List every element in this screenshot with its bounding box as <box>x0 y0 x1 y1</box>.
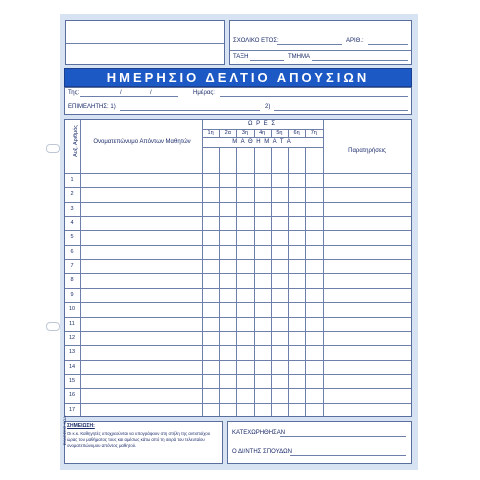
row-number: 1 <box>70 177 74 183</box>
hour-divider <box>288 129 289 137</box>
form-title: ΗΜΕΡΗΣΙΟ ΔΕΛΤΙΟ ΑΠΟΥΣΙΩΝ <box>64 68 412 87</box>
hours-column-line <box>323 120 324 416</box>
row-number: 13 <box>68 349 76 356</box>
student-name-cell[interactable] <box>81 345 202 359</box>
row-number: 2 <box>70 191 74 198</box>
student-name-cell[interactable] <box>81 230 202 244</box>
hour-label: 2α <box>224 130 231 136</box>
hour-label: 3η <box>241 130 249 136</box>
row-number: 8 <box>70 277 74 284</box>
student-name-cell[interactable] <box>81 374 202 388</box>
class-field[interactable] <box>250 60 284 61</box>
section-field[interactable] <box>312 60 408 61</box>
school-stamp-box <box>65 20 225 65</box>
note-title: ΣΗΜΕΙΩΣΗ: <box>67 423 95 429</box>
student-name-cell[interactable] <box>81 288 202 302</box>
lessons-header: Μ Α Θ Η Μ Α Τ Α <box>232 139 292 145</box>
recorded-label: ΚΑΤΕΧΩΡΗΘΗΣΑΝ <box>232 430 286 436</box>
hour-label: 5η <box>276 130 283 136</box>
row-number: 5 <box>70 234 74 241</box>
punch-hole-top <box>46 144 60 153</box>
side-code: ΕΚΔΟΣΕΙΣ ΚΩΔ. <box>62 415 67 446</box>
note-text: Οι κ.κ. Καθηγητές υποχρεούνται να υπογράφουν στη στήλη της αντιστοίχου ώρας του μαθήματος τους και αμέσως κάτω από τη σειρά του τελευταίου ονοματεπώνυμου απόντος μαθητού. <box>67 431 211 448</box>
row-number: 11 <box>69 320 75 327</box>
serial-header: Αυξ. Αριθμός <box>72 125 79 157</box>
hour-divider <box>271 129 272 137</box>
student-name-cell[interactable] <box>81 202 202 216</box>
class-label: ΤΑΞΗ <box>233 54 249 60</box>
row-number: 3 <box>70 205 74 212</box>
row-number: 12 <box>68 334 76 341</box>
date-field[interactable] <box>80 96 178 97</box>
student-name-cell[interactable] <box>81 216 202 230</box>
hours-header: Ω Ρ Ε Σ <box>247 121 277 127</box>
supervisor-1-field[interactable] <box>120 110 260 111</box>
row-number: 9 <box>70 291 74 298</box>
absence-table <box>64 119 412 417</box>
hour-divider <box>236 129 237 137</box>
student-name-cell[interactable] <box>81 388 202 402</box>
student-name-cell[interactable] <box>81 331 202 345</box>
row-number: 14 <box>68 363 76 370</box>
info-divider <box>230 50 411 51</box>
signature-box <box>227 421 412 464</box>
number-field[interactable] <box>368 44 408 45</box>
school-info-box <box>229 20 412 65</box>
hour-label: 6η <box>293 130 300 136</box>
name-column-line <box>202 120 203 416</box>
student-name-cell[interactable] <box>81 173 202 187</box>
row-number: 10 <box>68 306 76 313</box>
hour-label: 4η <box>259 130 266 136</box>
row-number: 6 <box>70 248 74 255</box>
row-number: 4 <box>70 220 74 227</box>
date-slash-2: / <box>150 90 152 96</box>
hour-number-divider <box>202 137 323 138</box>
hour-divider <box>219 129 220 137</box>
student-name-cell[interactable] <box>81 302 202 316</box>
student-name-cell[interactable] <box>81 259 202 273</box>
recorded-field[interactable] <box>280 436 406 437</box>
name-header: Ονοματεπώνυμο Απόντων Μαθητών <box>93 139 191 145</box>
student-name-cell[interactable] <box>81 317 202 331</box>
school-year-label: ΣΧΟΛΙΚΟ ΕΤΟΣ: <box>233 38 279 44</box>
supervisor-2-label: 2) <box>265 104 271 110</box>
row-number: 16 <box>68 392 76 399</box>
day-label: Ημέρας: <box>193 90 215 96</box>
student-name-cell[interactable] <box>81 403 202 417</box>
day-field[interactable] <box>220 96 408 97</box>
date-section <box>64 87 412 115</box>
note-box <box>64 421 223 464</box>
student-name-cell[interactable] <box>81 273 202 287</box>
stamp-divider <box>66 43 224 44</box>
section-label: ΤΜΗΜΑ <box>288 54 310 60</box>
student-name-cell[interactable] <box>81 245 202 259</box>
date-label: Της: <box>68 90 80 96</box>
hour-divider <box>254 129 255 137</box>
director-signature-field[interactable] <box>290 455 406 456</box>
supervisor-label: ΕΠΙΜΕΛΗΤΗΣ: 1) <box>68 104 116 110</box>
director-label: Ο ΔΙ/ΝΤΗΣ ΣΠΟΥΔΩΝ <box>232 449 292 455</box>
row-number: 7 <box>70 263 74 270</box>
supervisor-2-field[interactable] <box>274 110 408 111</box>
remarks-header: Παρατηρήσεις <box>348 148 386 154</box>
school-year-field[interactable] <box>277 44 342 45</box>
row-number: 17 <box>68 406 76 413</box>
hour-label: 7η <box>310 130 317 136</box>
student-name-cell[interactable] <box>81 360 202 374</box>
row-number: 15 <box>68 377 76 384</box>
date-slash-1: / <box>120 90 122 96</box>
number-label: ΑΡΙΘ.: <box>346 38 364 44</box>
punch-hole-bottom <box>46 322 60 331</box>
hour-divider <box>305 129 306 137</box>
student-name-cell[interactable] <box>81 187 202 201</box>
hour-label: 1η <box>207 130 214 136</box>
